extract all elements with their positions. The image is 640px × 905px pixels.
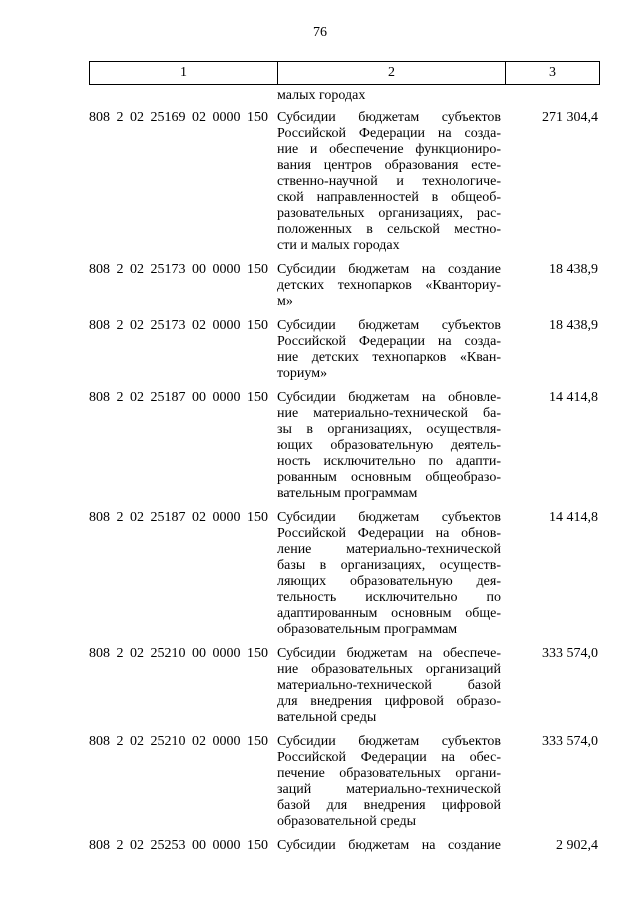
description-line: Российской Федерации на созда- [277, 334, 501, 349]
description-line: сти и малых городах [277, 238, 400, 253]
description-cell [277, 734, 501, 830]
table-row [89, 510, 600, 638]
description-line: Субсидии бюджетам на обновле- [277, 390, 501, 405]
description-line: для внедрения цифровой образо- [277, 694, 501, 709]
header-col-2: 2 [278, 62, 506, 84]
description-line: базой для внедрения цифровой [277, 798, 501, 813]
description-cell [277, 646, 501, 726]
description-cell [277, 510, 501, 638]
description-line: ющих образовательную деятель- [277, 438, 501, 453]
description-line: Российской Федерации на обес- [277, 750, 501, 765]
description-cell [277, 110, 501, 254]
description-line: образовательной среды [277, 814, 417, 829]
code-cell: 808 2 02 25187 00 0000 150 [89, 390, 268, 405]
amount-cell: 2 902,4 [556, 838, 598, 853]
table-header [89, 61, 600, 85]
description-line: тельность исключительно по [277, 590, 501, 605]
description-line: ние детских технопарков «Кван- [277, 350, 501, 365]
description-line: малых городах [277, 88, 366, 103]
description-line: Субсидии бюджетам субъектов [277, 734, 501, 749]
description-line: заций материально-технической [277, 782, 501, 797]
description-line: Субсидии бюджетам на обеспече- [277, 646, 501, 661]
description-line: базы в организациях, осуществ- [277, 558, 501, 573]
description-line: ность исключительно по адапти- [277, 454, 501, 469]
description-line: ние материально-технической ба- [277, 406, 501, 421]
code-cell: 808 2 02 25173 02 0000 150 [89, 318, 268, 333]
description-line: образовательным программам [277, 622, 458, 637]
code-cell: 808 2 02 25169 02 0000 150 [89, 110, 268, 125]
table-row [89, 262, 600, 310]
description-line: вания центров образования есте- [277, 158, 501, 173]
description-line: Субсидии бюджетам субъектов [277, 318, 501, 333]
description-line: адаптированным основным обще- [277, 606, 501, 621]
description-line: ской направленностей в общеоб- [277, 190, 501, 205]
table-body [89, 88, 600, 862]
table-row [89, 110, 600, 254]
amount-cell: 333 574,0 [542, 646, 598, 661]
continuation-row [89, 88, 600, 104]
amount-cell: 18 438,9 [549, 318, 598, 333]
table-row [89, 318, 600, 382]
description-line: вательной среды [277, 710, 377, 725]
description-line: Субсидии бюджетам субъектов [277, 510, 501, 525]
description-line: Российской Федерации на обнов- [277, 526, 501, 541]
description-line: ственно-научной и технологиче- [277, 174, 501, 189]
description-line: ние и обеспечение функциониро- [277, 142, 501, 157]
description-line: Субсидии бюджетам на создание [277, 838, 501, 853]
description-cell [277, 262, 501, 310]
code-cell: 808 2 02 25253 00 0000 150 [89, 838, 268, 853]
amount-cell: 333 574,0 [542, 734, 598, 749]
description-line: материально-технической базой [277, 678, 501, 693]
header-col-1: 1 [90, 62, 278, 84]
description-cell [277, 390, 501, 502]
description-line: детских технопарков «Кванториу- [277, 278, 501, 293]
description-line: ториум» [277, 366, 328, 381]
code-cell: 808 2 02 25173 00 0000 150 [89, 262, 268, 277]
code-cell: 808 2 02 25210 00 0000 150 [89, 646, 268, 661]
description-cell [277, 318, 501, 382]
description-line: ние образовательных организаций [277, 662, 501, 677]
description-line: положенных в сельской местно- [277, 222, 501, 237]
description-line: рованным основным общеобразо- [277, 470, 501, 485]
header-col-3: 3 [549, 65, 556, 80]
description-line: Субсидии бюджетам на создание [277, 262, 501, 277]
table-row [89, 390, 600, 502]
amount-cell: 14 414,8 [549, 510, 598, 525]
code-cell: 808 2 02 25210 02 0000 150 [89, 734, 268, 749]
table-row [89, 646, 600, 726]
description-line: Российской Федерации на созда- [277, 126, 501, 141]
amount-cell: 14 414,8 [549, 390, 598, 405]
description-line: вательным программам [277, 486, 418, 501]
description-cell [277, 88, 501, 104]
description-line: ление материально-технической [277, 542, 501, 557]
table-row [89, 734, 600, 830]
description-line: зы в организациях, осуществля- [277, 422, 501, 437]
description-line: ляющих образовательную дея- [277, 574, 501, 589]
amount-cell: 18 438,9 [549, 262, 598, 277]
description-line: м» [277, 294, 293, 309]
page-number: 76 [313, 25, 327, 40]
description-line: печение образовательных органи- [277, 766, 501, 781]
description-line: Субсидии бюджетам субъектов [277, 110, 501, 125]
code-cell: 808 2 02 25187 02 0000 150 [89, 510, 268, 525]
amount-cell: 271 304,4 [542, 110, 598, 125]
description-cell [277, 838, 501, 854]
description-line: разовательных организациях, рас- [277, 206, 501, 221]
table-row [89, 838, 600, 854]
